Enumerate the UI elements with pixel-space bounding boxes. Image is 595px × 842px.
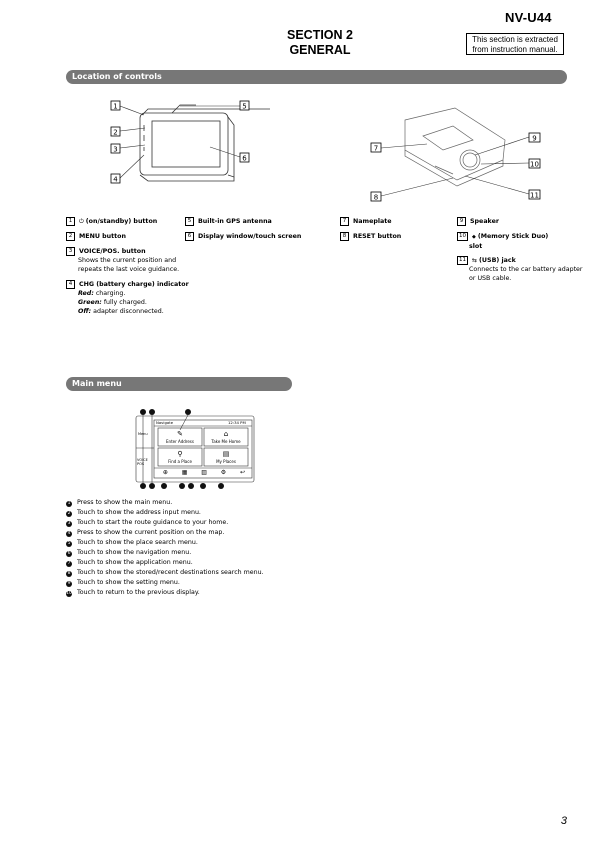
control-item-1 [66,217,186,226]
callout-8: 8 [373,193,379,202]
callout-1: 1 [113,102,118,111]
find-a-place-label: Find a Place [168,459,192,464]
item-title: Built-in GPS antenna [198,218,272,225]
my-places-button[interactable] [204,450,248,464]
callout-5: 5 [242,102,247,111]
main-menu-item-2: 2 Touch to show the address input menu. [67,509,201,516]
find-a-place-button[interactable] [158,450,202,464]
item-title: (on/standby) button [85,218,158,225]
item-title-cont: slot [469,243,483,250]
item-title: Nameplate [353,218,392,225]
main-menu-list [66,498,326,598]
main-menu-bar: Main menu [66,377,292,391]
item-number: 1 [66,217,75,226]
item-desc-line: Shows the current position and [78,257,177,264]
item-desc-line: Green: fully charged. [78,299,147,306]
item-title: CHG (battery charge) indicator [79,281,189,288]
take-me-home-label: Take Me Home [211,439,241,444]
item-title: VOICE/POS. button [79,248,146,255]
callout-10: 10 [530,160,539,169]
screen-menu-side-button[interactable]: Menu [138,432,148,436]
memory-stick-icon: ◆ [472,234,476,240]
extract-note-box [466,33,564,55]
item-number: 7 [340,217,349,226]
callout-11: 11 [530,191,539,200]
main-menu-item-9: 9 Touch to show the setting menu. [67,579,180,586]
item-title: RESET button [353,233,402,240]
callout-6: 6 [242,154,247,163]
take-me-home-button[interactable] [204,430,248,444]
section-heading [250,28,390,58]
settings-icon[interactable]: ⚙ [220,470,227,476]
callout-9: 9 [532,134,537,143]
item-desc-line: Connects to the car battery adapter [469,266,583,273]
callout-7: 7 [373,144,379,153]
item-number: 9 [457,217,466,226]
note-line-1: This section is extracted [472,35,558,44]
enter-address-label: Enter Address [166,439,194,444]
item-number: 3 [66,247,75,256]
main-menu-item-1: 1 Press to show the main menu. [67,499,173,506]
item-desc-line: Red: charging. [78,290,126,297]
main-menu-item-5: 5 Touch to show the place search menu. [67,539,198,546]
section-number: SECTION 2 [287,28,353,42]
front-view-diagram [100,95,270,195]
control-item-7 [340,217,460,226]
device-front-body [140,113,228,175]
control-item-8 [340,232,460,241]
model-name: NV-U44 [505,10,552,25]
item-number: 5 [185,217,194,226]
control-item-5 [185,217,325,226]
control-item-9 [457,217,577,226]
callout-2: 2 [113,128,118,137]
item-number: 2 [66,232,75,241]
application-icon[interactable]: ▦ [181,470,188,476]
item-number: 11 [459,257,466,263]
magnifier-icon: ⚲ [177,450,183,458]
item-title: MENU button [79,233,126,240]
main-menu-screen-figure [132,408,262,488]
device-rear-body [405,108,505,180]
item-desc-line: repeats the last voice guidance. [78,266,180,273]
device-front-screen [152,121,220,167]
item-title: Display window/touch screen [198,233,302,240]
item-title: (Memory Stick Duo) [477,233,549,240]
nameplate-outline [423,126,473,150]
navigation-icon[interactable]: ⊕ [162,470,168,476]
page-number: 3 [560,815,567,827]
control-item-2 [66,232,186,241]
usb-icon: ⇆ [472,257,478,264]
my-places-label: My Places [216,459,236,464]
home-icon: ⌂ [223,430,229,438]
item-desc-line: Off: adapter disconnected. [78,308,164,315]
main-menu-item-7: 7 Touch to show the application menu. [67,559,193,566]
item-desc-line: or USB cable. [469,275,512,282]
power-icon: ⏻ [79,218,84,225]
control-item-4 [66,280,196,316]
callout-4: 4 [113,175,118,184]
control-item-11 [457,256,587,283]
item-number: 4 [66,280,75,289]
item-title: Speaker [470,218,499,225]
note-line-2: from instruction manual. [472,45,558,54]
main-menu-item-3: 3 Touch to start the route guidance to your home. [67,519,229,526]
rear-view-diagram [365,100,550,205]
location-of-controls-bar: Location of controls [66,70,567,84]
item-title: (USB) jack [479,257,516,264]
enter-address-button[interactable] [158,430,202,444]
control-item-3 [66,247,196,274]
screen-bottom-toolbar [156,469,252,477]
control-item-6 [185,232,325,241]
destinations-icon[interactable]: ▥ [201,470,207,476]
item-number: 8 [340,232,349,241]
screen-header-label: Navigate [156,420,174,425]
main-menu-item-8: 8 Touch to show the stored/recent destinations search menu. [67,569,264,576]
control-item-10 [457,232,582,251]
pencil-icon: ✎ [177,430,183,438]
main-menu-item-10: 10 Touch to return to the previous display. [66,589,200,596]
back-icon[interactable]: ↩ [239,470,246,476]
callout-3: 3 [113,145,118,154]
main-menu-item-4: 4 Press to show the current position on the map. [67,529,225,536]
item-number: 6 [185,232,194,241]
section-title: GENERAL [289,43,351,57]
main-menu-item-6: 6 Touch to show the navigation menu. [67,549,192,556]
item-number: 10 [459,233,466,239]
screen-voice-pos-side-button[interactable]: VOICE POS [137,458,148,466]
book-icon: ▤ [222,450,230,458]
screen-time: 12:34 PM [228,420,246,425]
